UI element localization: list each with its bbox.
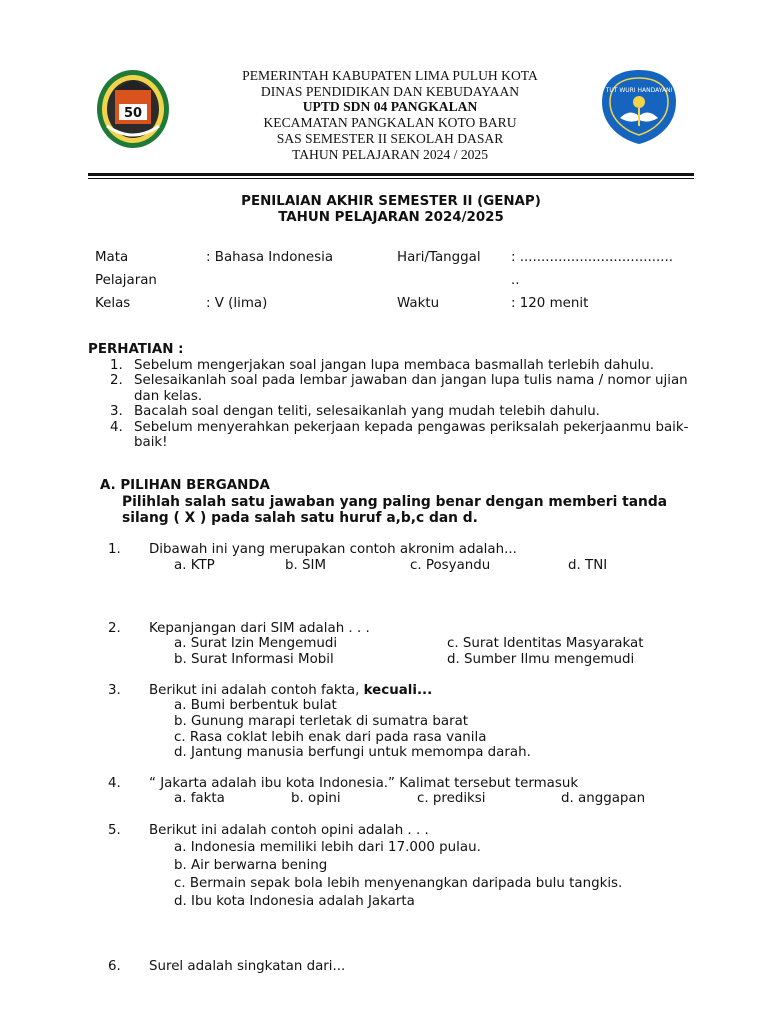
mapel-label: Mata xyxy=(95,250,129,265)
exam-title-line-2: TAHUN PELAJARAN 2024/2025 xyxy=(278,210,504,225)
option-d[interactable]: d. anggapan xyxy=(561,791,646,806)
option-a[interactable]: a. Bumi berbentuk bulat xyxy=(174,698,337,713)
mapel-value: : Bahasa Indonesia xyxy=(206,250,334,265)
question-text: Kepanjangan dari SIM adalah . . . xyxy=(149,621,370,636)
list-item: 2. Selesaikanlah soal pada lembar jawaban dan jangan lupa tulis nama / nomor ujian dan kelas. xyxy=(110,373,688,404)
list-item: 3. Bacalah soal dengan teliti, selesaikanlah yang mudah telebih dahulu. xyxy=(110,404,600,420)
option-c[interactable]: c. Surat Identitas Masyarakat xyxy=(447,636,644,651)
option-d[interactable]: d. TNI xyxy=(568,558,608,573)
exam-title-line-1: PENILAIAN AKHIR SEMESTER II (GENAP) xyxy=(241,194,541,209)
question-emphasis: kecuali... xyxy=(363,683,433,698)
option-b[interactable]: b. Gunung marapi terletak di sumatra barat xyxy=(174,714,469,729)
section-a-heading: A. PILIHAN BERGANDA xyxy=(100,478,270,493)
letterhead-divider-thin xyxy=(88,178,694,179)
option-c[interactable]: c. Posyandu xyxy=(410,558,491,573)
option-a[interactable]: a. KTP xyxy=(174,558,215,573)
kelas-label: Kelas xyxy=(95,296,131,311)
waktu-label: Waktu xyxy=(397,296,440,311)
letterhead-line-1: PEMERINTAH KABUPATEN LIMA PULUH KOTA xyxy=(242,68,538,83)
option-d[interactable]: d. Sumber Ilmu mengemudi xyxy=(447,652,635,667)
question-text: Surel adalah singkatan dari... xyxy=(149,959,346,974)
question-text: “ Jakarta adalah ibu kota Indonesia.” Kalimat tersebut termasuk xyxy=(149,776,579,791)
exam-title xyxy=(88,194,694,226)
section-a-instruction: Pilihlah salah satu jawaban yang paling benar dengan memberi tanda silang ( X ) pada salah satu huruf a,b,c dan d. xyxy=(122,494,668,526)
letterhead xyxy=(185,68,595,162)
emblem-number: 50 xyxy=(123,106,143,121)
mapel-label-2: Pelajaran xyxy=(95,273,157,288)
option-b[interactable]: b. Air berwarna bening xyxy=(174,858,328,873)
option-d[interactable]: d. Jantung manusia berfungi untuk memompa darah. xyxy=(174,745,531,760)
question-text: Berikut ini adalah contoh opini adalah . . . xyxy=(149,823,429,838)
letterhead-divider-thick xyxy=(88,173,694,176)
question-text: Berikut ini adalah contoh fakta, kecuali... xyxy=(149,683,433,698)
waktu-value: : 120 menit xyxy=(511,296,589,311)
option-b[interactable]: b. opini xyxy=(291,791,341,806)
option-c[interactable]: c. Bermain sepak bola lebih menyenangkan daripada bulu tangkis. xyxy=(174,876,623,891)
option-b[interactable]: b. SIM xyxy=(285,558,327,573)
option-a[interactable]: a. Indonesia memiliki lebih dari 17.000 pulau. xyxy=(174,840,481,855)
perhatian-heading: PERHATIAN : xyxy=(88,342,184,357)
letterhead-school-name: UPTD SDN 04 PANGKALAN xyxy=(302,99,478,115)
tut-wuri-handayani-logo xyxy=(600,68,678,146)
option-a[interactable]: a. fakta xyxy=(174,791,225,806)
list-item: 1. Sebelum mengerjakan soal jangan lupa membaca basmallah terlebih dahulu. xyxy=(110,358,655,373)
hari-value: : .................................... xyxy=(511,250,674,265)
kelas-value: : V (lima) xyxy=(206,296,268,311)
option-d[interactable]: d. Ibu kota Indonesia adalah Jakarta xyxy=(174,894,415,909)
letterhead-line-6: TAHUN PELAJARAN 2024 / 2025 xyxy=(291,146,489,162)
hari-label: Hari/Tanggal xyxy=(397,250,481,265)
option-a[interactable]: a. Surat Izin Mengemudi xyxy=(174,636,338,651)
list-item: 4. Sebelum menyerahkan pekerjaan kepada pengawas periksalah pekerjaanmu baik-baik! xyxy=(110,419,689,451)
letterhead-line-5: SAS SEMESTER II SEKOLAH DASAR xyxy=(276,130,504,146)
option-c[interactable]: c. prediksi xyxy=(417,791,486,806)
letterhead-line-2: DINAS PENDIDIKAN DAN KEBUDAYAAN xyxy=(260,83,520,99)
option-b[interactable]: b. Surat Informasi Mobil xyxy=(174,652,334,667)
perhatian-list xyxy=(110,358,700,450)
letterhead-line-4: KECAMATAN PANGKALAN KOTO BARU xyxy=(263,115,517,131)
logo-motto: TUT WURI HANDAYANI xyxy=(605,87,673,94)
option-c[interactable]: c. Rasa coklat lebih enak dari pada rasa vanila xyxy=(174,730,487,745)
question-text: Dibawah ini yang merupakan contoh akronim adalah... xyxy=(149,542,517,557)
kabupaten-emblem-logo xyxy=(95,68,171,150)
hari-value-2: .. xyxy=(511,273,520,288)
